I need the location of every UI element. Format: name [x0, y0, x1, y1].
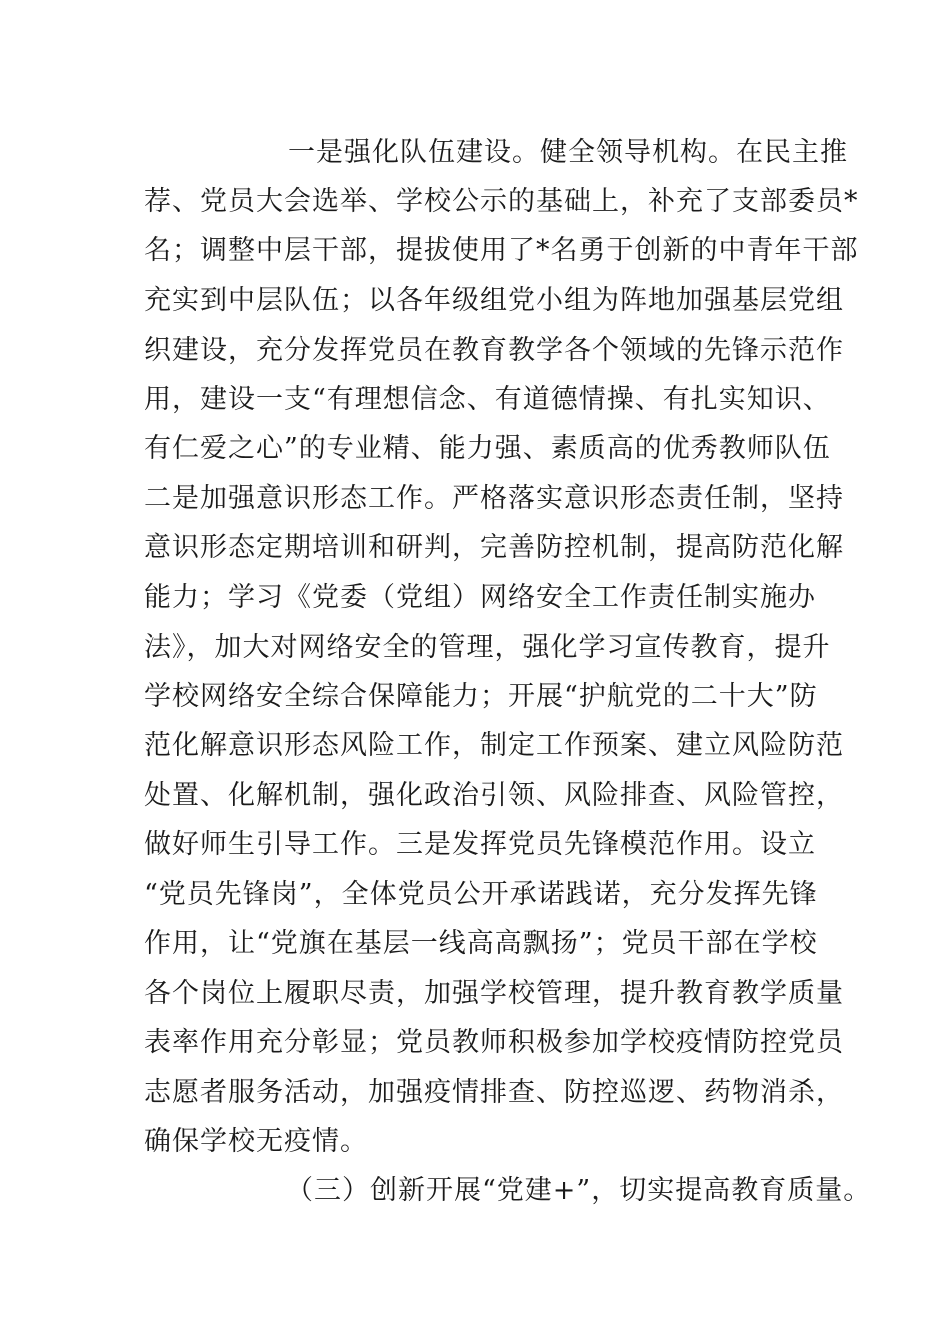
text-line: 确保学校无疫情。 [144, 1126, 368, 1157]
text-line: 处置、化解机制，强化政治引领、风险排查、风险管控， [144, 780, 844, 811]
text-line: 表率作用充分彰显；党员教师积极参加学校疫情防控党员 [144, 1027, 844, 1058]
text-line: 荐、党员大会选举、学校公示的基础上，补充了支部委员* [144, 186, 859, 217]
text-line: 一是强化队伍建设。健全领导机构。在民主推 [288, 137, 848, 168]
text-line: 用，建设一支“有理想信念、有道德情操、有扎实知识、 [144, 384, 831, 415]
text-line: 有仁爱之心”的专业精、能力强、素质高的优秀教师队伍 [144, 433, 831, 464]
text-line: 志愿者服务活动，加强疫情排查、防控巡逻、药物消杀， [144, 1077, 844, 1108]
text-line: 学校网络安全综合保障能力；开展“护航党的二十大”防 [144, 681, 818, 712]
text-line: 法》，加大对网络安全的管理，强化学习宣传教育，提升 [144, 632, 831, 663]
text-line: 范化解意识形态风险工作，制定工作预案、建立风险防范 [144, 730, 844, 761]
text-line: 作用，让“党旗在基层一线高高飘扬”；党员干部在学校 [144, 928, 818, 959]
text-line: 名；调整中层干部，提拔使用了*名勇于创新的中青年干部 [144, 235, 859, 266]
text-line: 能力；学习《党委（党组）网络安全工作责任制实施办 [144, 582, 816, 613]
section-heading: （三）创新开展“党建+”，切实提高教育质量。 [286, 1175, 872, 1206]
text-line: “党员先锋岗”，全体党员公开承诺践诺，充分发挥先锋 [144, 879, 818, 910]
text-line: 做好师生引导工作。三是发挥党员先锋模范作用。设立 [144, 829, 816, 860]
text-line: 各个岗位上履职尽责，加强学校管理，提升教育教学质量 [144, 978, 844, 1009]
text-line: 意识形态定期培训和研判，完善防控机制，提高防范化解 [144, 532, 844, 563]
text-line: 充实到中层队伍；以各年级组党小组为阵地加强基层党组 [144, 285, 844, 316]
text-line: 织建设，充分发挥党员在教育教学各个领域的先锋示范作 [144, 335, 844, 366]
text-line: 二是加强意识形态工作。严格落实意识形态责任制，坚持 [144, 483, 844, 514]
